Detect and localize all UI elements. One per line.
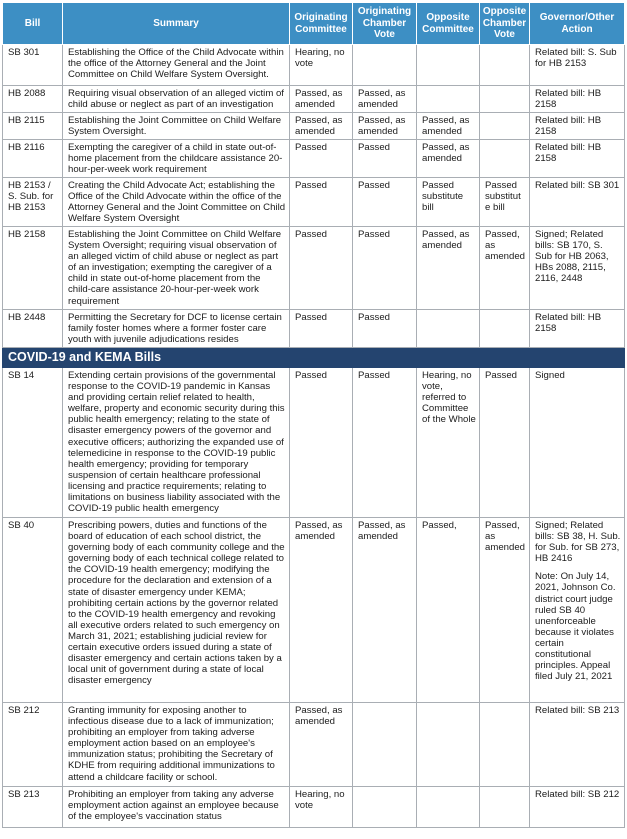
opposite-committee: Passed, as amended	[417, 113, 480, 140]
table-row	[3, 45, 625, 86]
table-row	[3, 113, 625, 140]
originating-chamber-vote: Passed, as amended	[353, 518, 417, 703]
originating-chamber-vote: Passed, as amended	[353, 113, 417, 140]
header-summary: Summary	[63, 3, 290, 45]
table-row	[3, 140, 625, 178]
originating-committee: Passed	[290, 178, 353, 227]
bill-number: HB 2116	[3, 140, 63, 178]
table-row	[3, 178, 625, 227]
governor-action: Signed	[530, 368, 625, 518]
opposite-chamber-vote: Passed	[480, 368, 530, 518]
opposite-committee	[417, 787, 480, 828]
opposite-committee: Passed,	[417, 518, 480, 703]
opposite-chamber-vote: Passed, as amended	[480, 518, 530, 703]
court-ruling-note: Note: On July 14, 2021, Johnson Co. district court judge ruled SB 40 unenforceable because it violates certain constitutional principles. Appeal filed July 21, 2021	[535, 571, 616, 683]
originating-committee: Passed	[290, 227, 353, 310]
opposite-chamber-vote	[480, 787, 530, 828]
table-row	[3, 86, 625, 113]
governor-action: Related bill: S. Sub for HB 2153	[530, 45, 625, 86]
opposite-chamber-vote	[480, 45, 530, 86]
governor-action-cell	[530, 518, 625, 703]
header-opposite-committee: Opposite Committee	[417, 3, 480, 45]
bills-table	[2, 2, 625, 828]
bill-summary: Extending certain provisions of the governmental response to the COVID-19 pandemic in Kansas and providing certain relief related to health, welfare, property and economic security during this public health emergency; relating to the state of disaster emergency powers of the governor and executive officers; authorizing the expanded use of telemedicine in response to the COVID-19 public health emergency; providing for temporary suspension of certain healthcare professional licensing and practice requirements; relating to limitations on business liability associated with the COVID-19 public health emergency	[63, 368, 290, 518]
originating-chamber-vote: Passed	[353, 310, 417, 348]
section-title: COVID-19 and KEMA Bills	[3, 348, 625, 368]
table-row	[3, 310, 625, 348]
bill-number: SB 40	[3, 518, 63, 703]
table-row	[3, 703, 625, 787]
opposite-committee	[417, 310, 480, 348]
opposite-chamber-vote	[480, 86, 530, 113]
originating-committee: Passed	[290, 310, 353, 348]
header-originating-chamber-vote: Originating Chamber Vote	[353, 3, 417, 45]
bill-summary: Prescribing powers, duties and functions of the board of education of each school district, the governing body of each community college and the governing body of each technical college related to the COVID-19 health emergency; modifying the procedure for the declaration and extension of a state of disaster emergency under KEMA; prohibiting certain actions by the governor related to the COVID-19 health emergency and revoking all executive orders related to such emergency on March 31, 2021; establishing judicial review for certain executive orders issued during a state of disaster emergency and certain actions taken by a local unit of government during a state of local disaster emergency	[63, 518, 290, 703]
originating-committee: Hearing, no vote	[290, 45, 353, 86]
bill-number: HB 2115	[3, 113, 63, 140]
header-governor-action: Governor/Other Action	[530, 3, 625, 45]
bill-summary: Granting immunity for exposing another to infectious disease due to a lack of immunization; prohibiting an employer from taking adverse employment action based on an employee's immunization status; prohibiting the Secretary of KDHE from requiring additional immunizations to attend a childcare facility or school.	[63, 703, 290, 787]
originating-committee: Passed	[290, 140, 353, 178]
governor-action: Related bill: SB 212	[530, 787, 625, 828]
opposite-chamber-vote	[480, 703, 530, 787]
originating-chamber-vote	[353, 787, 417, 828]
opposite-committee	[417, 703, 480, 787]
opposite-chamber-vote	[480, 310, 530, 348]
bill-number: HB 2153 / S. Sub. for HB 2153	[3, 178, 63, 227]
opposite-committee: Passed, as amended	[417, 140, 480, 178]
opposite-committee	[417, 86, 480, 113]
bill-number: SB 213	[3, 787, 63, 828]
governor-action: Related bill: HB 2158	[530, 310, 625, 348]
bill-number: HB 2448	[3, 310, 63, 348]
governor-action: Related bill: HB 2158	[530, 140, 625, 178]
table-row	[3, 787, 625, 828]
table-row	[3, 368, 625, 518]
originating-chamber-vote: Passed	[353, 140, 417, 178]
originating-chamber-vote: Passed, as amended	[353, 86, 417, 113]
table-row	[3, 227, 625, 310]
bill-summary: Creating the Child Advocate Act; establishing the Office of the Child Advocate within the office of the Attorney General and the Joint Committee on Child Welfare System Oversight	[63, 178, 290, 227]
opposite-committee: Passed substitute bill	[417, 178, 480, 227]
originating-committee: Passed	[290, 368, 353, 518]
bill-summary: Prohibiting an employer from taking any adverse employment action against an employee because of the employee's vaccination status	[63, 787, 290, 828]
header-bill: Bill	[3, 3, 63, 45]
opposite-chamber-vote: Passed, as amended	[480, 227, 530, 310]
opposite-chamber-vote	[480, 140, 530, 178]
originating-committee: Passed, as amended	[290, 113, 353, 140]
originating-chamber-vote: Passed	[353, 178, 417, 227]
header-row	[3, 3, 625, 45]
opposite-chamber-vote	[480, 113, 530, 140]
bill-number: SB 14	[3, 368, 63, 518]
bill-number: SB 301	[3, 45, 63, 86]
governor-action: Related bill: SB 301	[530, 178, 625, 227]
originating-committee: Hearing, no vote	[290, 787, 353, 828]
governor-action: Signed; Related bills: SB 170, S. Sub for HB 2063, HBs 2088, 2115, 2116, 2448	[530, 227, 625, 310]
bill-number: HB 2088	[3, 86, 63, 113]
bill-number: SB 212	[3, 703, 63, 787]
header-opposite-chamber-vote: Opposite Chamber Vote	[480, 3, 530, 45]
originating-committee: Passed, as amended	[290, 86, 353, 113]
originating-chamber-vote	[353, 45, 417, 86]
bill-summary: Establishing the Office of the Child Advocate within the office of the Attorney General and the Joint Committee on Child Welfare System Oversight.	[63, 45, 290, 86]
bill-summary: Requiring visual observation of an alleged victim of child abuse or neglect as part of an investigation	[63, 86, 290, 113]
governor-action: Signed; Related bills: SB 38, H. Sub. for Sub. for SB 273, HB 2416	[535, 520, 621, 565]
bill-summary: Establishing the Joint Committee on Child Welfare System Oversight.	[63, 113, 290, 140]
opposite-committee: Hearing, no vote, referred to Committee of the Whole	[417, 368, 480, 518]
originating-chamber-vote: Passed	[353, 368, 417, 518]
bill-summary: Exempting the caregiver of a child in state out-of-home placement from the childcare assistance 20-hour-per-week work requirement	[63, 140, 290, 178]
bill-summary: Establishing the Joint Committee on Child Welfare System Oversight; requiring visual observation of an alleged victim of child abuse or neglect as part of an investigation; exempting the caregiver of a child in state out-of-home placement from the child-care assistance 20-hour-per-week work requirement	[63, 227, 290, 310]
bill-summary: Permitting the Secretary for DCF to license certain family foster homes where a former foster care youth with juvenile adjudications resides	[63, 310, 290, 348]
governor-action: Related bill: HB 2158	[530, 113, 625, 140]
opposite-committee: Passed, as amended	[417, 227, 480, 310]
section-header-row	[3, 348, 625, 368]
originating-chamber-vote: Passed	[353, 227, 417, 310]
originating-chamber-vote	[353, 703, 417, 787]
opposite-committee	[417, 45, 480, 86]
governor-action: Related bill: HB 2158	[530, 86, 625, 113]
governor-action: Related bill: SB 213	[530, 703, 625, 787]
originating-committee: Passed, as amended	[290, 703, 353, 787]
table-row	[3, 518, 625, 703]
originating-committee: Passed, as amended	[290, 518, 353, 703]
header-originating-committee: Originating Committee	[290, 3, 353, 45]
opposite-chamber-vote: Passed substitute bill	[480, 178, 530, 227]
bill-number: HB 2158	[3, 227, 63, 310]
